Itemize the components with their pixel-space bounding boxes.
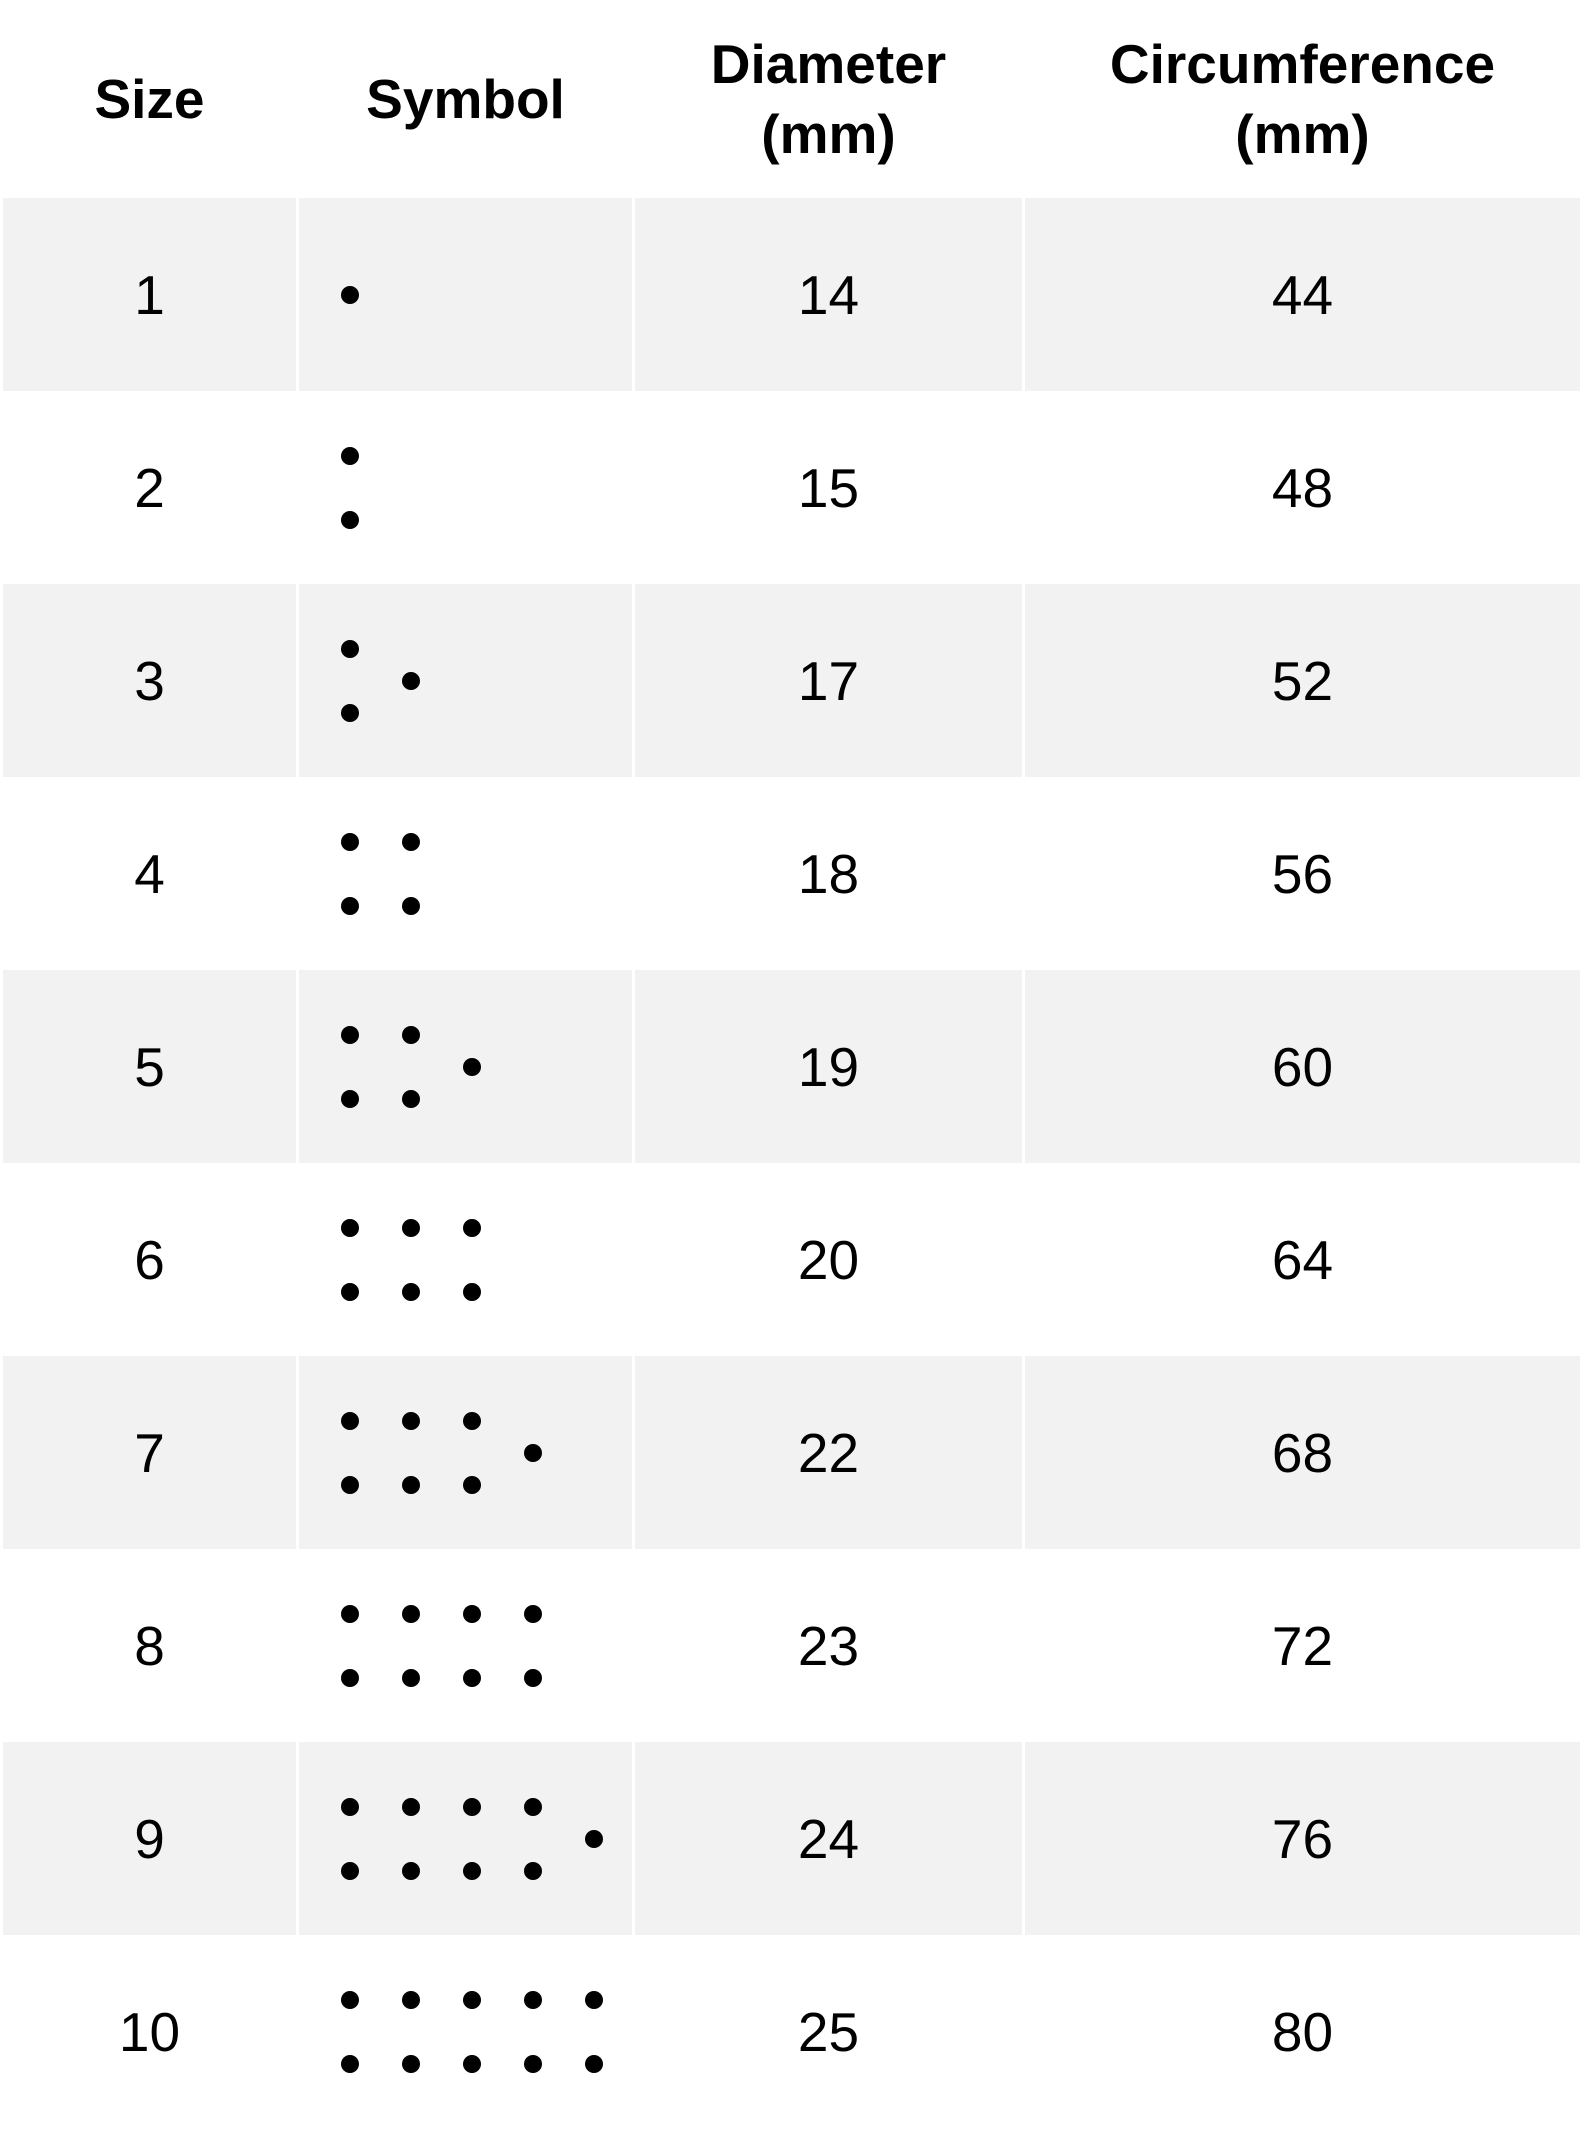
dot-icon	[524, 1605, 542, 1623]
dot-icon	[341, 897, 359, 915]
table-row	[0, 1742, 1580, 1935]
diameter-cell: 25	[797, 2000, 860, 2063]
dot-icon	[341, 640, 359, 658]
dot-icon	[341, 704, 359, 722]
dot-symbol	[299, 391, 632, 584]
header-diameter	[635, 0, 1022, 198]
header-circumference	[1025, 0, 1580, 198]
header-diameter-label: Diameter	[710, 33, 947, 95]
dot-icon	[402, 1991, 420, 2009]
symbol-cell	[299, 584, 632, 777]
circumference-cell: 80	[1271, 2000, 1334, 2063]
dot-icon	[341, 1605, 359, 1623]
table-row	[0, 1549, 1580, 1742]
size-cell: 10	[118, 2000, 181, 2063]
diameter-cell: 17	[635, 584, 1022, 777]
dot-icon	[402, 1090, 420, 1108]
table-row	[0, 970, 1580, 1163]
diameter-cell: 22	[635, 1356, 1022, 1549]
diameter-cell: 19	[635, 970, 1022, 1163]
header-circumference-unit: (mm)	[1235, 103, 1370, 165]
diameter-cell: 23	[797, 1614, 860, 1677]
table-row	[0, 1935, 1580, 2128]
dot-icon	[341, 1798, 359, 1816]
circumference-cell: 68	[1025, 1356, 1580, 1549]
dot-symbol	[299, 1163, 632, 1356]
dot-icon	[585, 2055, 603, 2073]
dot-icon	[463, 1669, 481, 1687]
dot-icon	[402, 833, 420, 851]
circumference-cell: 44	[1025, 198, 1580, 391]
dot-icon	[463, 1058, 481, 1076]
dot-icon	[585, 1991, 603, 2009]
circumference-cell: 60	[1025, 970, 1580, 1163]
dot-symbol	[299, 1356, 632, 1549]
symbol-cell	[299, 198, 632, 391]
dot-symbol	[299, 584, 632, 777]
dot-icon	[402, 1605, 420, 1623]
dot-icon	[341, 1219, 359, 1237]
header-circumference-label: Circumference	[1109, 33, 1496, 95]
size-cell: 2	[134, 456, 165, 519]
dot-icon	[524, 2055, 542, 2073]
diameter-cell: 14	[635, 198, 1022, 391]
header-size-label: Size	[94, 68, 205, 130]
dot-icon	[463, 1412, 481, 1430]
dot-icon	[463, 1862, 481, 1880]
dot-icon	[402, 1219, 420, 1237]
dot-icon	[585, 1830, 603, 1848]
dot-icon	[341, 1283, 359, 1301]
dot-icon	[341, 2055, 359, 2073]
size-cell: 1	[3, 198, 296, 391]
symbol-cell	[299, 1163, 632, 1356]
table-row	[0, 1163, 1580, 1356]
diameter-cell: 15	[797, 456, 860, 519]
circumference-cell: 76	[1025, 1742, 1580, 1935]
size-cell: 5	[3, 970, 296, 1163]
header-diameter-unit: (mm)	[761, 103, 896, 165]
dot-icon	[524, 1862, 542, 1880]
symbol-cell	[299, 1935, 632, 2128]
dot-icon	[341, 1412, 359, 1430]
dot-icon	[463, 1605, 481, 1623]
dot-icon	[463, 1283, 481, 1301]
dot-symbol	[299, 777, 632, 970]
size-cell: 4	[134, 842, 165, 905]
dot-symbol	[299, 1935, 632, 2128]
dot-icon	[402, 2055, 420, 2073]
symbol-cell	[299, 1356, 632, 1549]
circumference-cell: 72	[1271, 1614, 1334, 1677]
table-row	[0, 1356, 1580, 1549]
symbol-cell	[299, 970, 632, 1163]
dot-icon	[341, 1862, 359, 1880]
table-row	[0, 584, 1580, 777]
dot-icon	[463, 1219, 481, 1237]
dot-icon	[341, 511, 359, 529]
size-cell: 3	[3, 584, 296, 777]
dot-symbol	[299, 1549, 632, 1742]
circumference-cell: 48	[1271, 456, 1334, 519]
header-symbol-label: Symbol	[366, 68, 565, 130]
dot-icon	[402, 1862, 420, 1880]
dot-icon	[463, 1476, 481, 1494]
dot-icon	[524, 1669, 542, 1687]
dot-icon	[524, 1991, 542, 2009]
symbol-cell	[299, 1549, 632, 1742]
dot-symbol	[299, 198, 632, 391]
dot-icon	[463, 2055, 481, 2073]
dot-icon	[402, 1798, 420, 1816]
dot-icon	[341, 1669, 359, 1687]
dot-icon	[341, 1991, 359, 2009]
dot-symbol	[299, 970, 632, 1163]
dot-icon	[341, 286, 359, 304]
dot-icon	[402, 1026, 420, 1044]
dot-icon	[341, 1090, 359, 1108]
dot-icon	[402, 672, 420, 690]
dot-icon	[463, 1798, 481, 1816]
dot-icon	[524, 1444, 542, 1462]
dot-icon	[402, 1412, 420, 1430]
table-row	[0, 198, 1580, 391]
dot-icon	[402, 1669, 420, 1687]
circumference-cell: 56	[1271, 842, 1334, 905]
size-cell: 9	[3, 1742, 296, 1935]
diameter-cell: 20	[797, 1228, 860, 1291]
dot-icon	[341, 1476, 359, 1494]
dot-symbol	[299, 1742, 632, 1935]
dot-icon	[341, 833, 359, 851]
header-symbol	[299, 0, 632, 198]
size-cell: 7	[3, 1356, 296, 1549]
symbol-cell	[299, 777, 632, 970]
circumference-cell: 52	[1025, 584, 1580, 777]
size-cell: 6	[134, 1228, 165, 1291]
circumference-cell: 64	[1271, 1228, 1334, 1291]
dot-icon	[402, 897, 420, 915]
symbol-cell	[299, 391, 632, 584]
dot-icon	[402, 1283, 420, 1301]
table-row	[0, 391, 1580, 584]
size-cell: 8	[134, 1614, 165, 1677]
dot-icon	[341, 1026, 359, 1044]
table-header	[0, 0, 1580, 198]
dot-icon	[341, 447, 359, 465]
symbol-cell	[299, 1742, 632, 1935]
diameter-cell: 24	[635, 1742, 1022, 1935]
diameter-cell: 18	[797, 842, 860, 905]
header-size	[3, 0, 296, 198]
dot-icon	[402, 1476, 420, 1494]
table-row	[0, 777, 1580, 970]
dot-icon	[463, 1991, 481, 2009]
dot-icon	[524, 1798, 542, 1816]
